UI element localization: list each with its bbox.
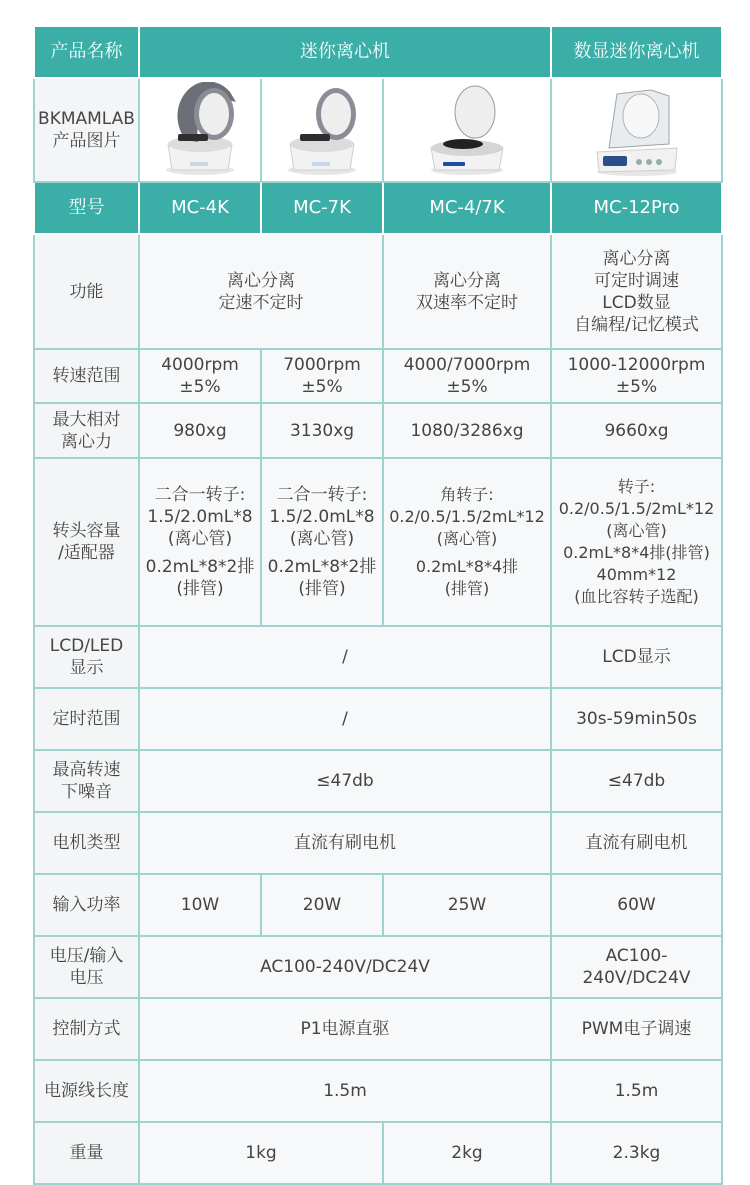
model-mc7k: MC-7K: [261, 182, 383, 234]
comparison-table: [33, 25, 723, 1185]
digital-centrifuge-header: 数显迷你离心机: [551, 26, 722, 78]
control-row: [34, 998, 722, 1060]
name-label: 产品名称: [34, 26, 139, 78]
speed-mc7k: 7000rpm ±5%: [261, 349, 383, 403]
rotor-mc7k: 二合一转子: 1.5/2.0mL*8 (离心管) 0.2mL*8*2排 (排管): [261, 458, 383, 626]
power-mc7k: 20W: [261, 874, 383, 936]
function-mini: 离心分离 定速不定时: [139, 234, 383, 349]
display-row: [34, 626, 722, 688]
rcf-mc4k: 980xg: [139, 403, 261, 458]
timer-pro: 30s-59min50s: [551, 688, 722, 750]
voltage-row: [34, 936, 722, 998]
rotor-mc12pro: 转子: 0.2/0.5/1.5/2mL*12 (离心管) 0.2mL*8*4排(排管) 40mm*12 (血比容转子选配): [551, 458, 722, 626]
control-mini: P1电源直驱: [139, 998, 551, 1060]
mini-centrifuge-header: 迷你离心机: [139, 26, 551, 78]
display-mini: /: [139, 626, 551, 688]
noise-row: [34, 750, 722, 812]
image-row: [34, 78, 722, 182]
rcf-mc47k: 1080/3286xg: [383, 403, 551, 458]
noise-pro: ≤47db: [551, 750, 722, 812]
rcf-row: [34, 403, 722, 458]
centrifuge-image: [419, 82, 515, 178]
speed-row: [34, 349, 722, 403]
display-label: LCD/LED 显示: [34, 626, 139, 688]
timer-mini: /: [139, 688, 551, 750]
weight-mc12pro: 2.3kg: [551, 1122, 722, 1184]
function-dual: 离心分离 双速率不定时: [383, 234, 551, 349]
cable-mini: 1.5m: [139, 1060, 551, 1122]
model-row: [34, 182, 722, 234]
cable-label: 电源线长度: [34, 1060, 139, 1122]
model-label: 型号: [34, 182, 139, 234]
model-mc47k: MC-4/7K: [383, 182, 551, 234]
timer-label: 定时范围: [34, 688, 139, 750]
noise-label: 最高转速 下噪音: [34, 750, 139, 812]
power-mc47k: 25W: [383, 874, 551, 936]
product-image-mc12pro: [551, 78, 722, 182]
rcf-mc12pro: 9660xg: [551, 403, 722, 458]
display-pro: LCD显示: [551, 626, 722, 688]
rcf-label: 最大相对 离心力: [34, 403, 139, 458]
voltage-pro: AC100- 240V/DC24V: [551, 936, 722, 998]
cable-row: [34, 1060, 722, 1122]
model-mc4k: MC-4K: [139, 182, 261, 234]
weight-label: 重量: [34, 1122, 139, 1184]
rotor-label: 转头容量 /适配器: [34, 458, 139, 626]
power-mc4k: 10W: [139, 874, 261, 936]
product-image-mc47k: [383, 78, 551, 182]
cable-pro: 1.5m: [551, 1060, 722, 1122]
motor-mini: 直流有刷电机: [139, 812, 551, 874]
noise-mini: ≤47db: [139, 750, 551, 812]
centrifuge-image: [274, 82, 370, 178]
model-mc12pro: MC-12Pro: [551, 182, 722, 234]
rotor-mc47k: 角转子: 0.2/0.5/1.5/2mL*12 (离心管) 0.2mL*8*4排 (排管): [383, 458, 551, 626]
power-label: 输入功率: [34, 874, 139, 936]
speed-mc47k: 4000/7000rpm ±5%: [383, 349, 551, 403]
centrifuge-image: [589, 82, 685, 178]
power-mc12pro: 60W: [551, 874, 722, 936]
speed-label: 转速范围: [34, 349, 139, 403]
speed-mc12pro: 1000-12000rpm ±5%: [551, 349, 722, 403]
function-label: 功能: [34, 234, 139, 349]
control-label: 控制方式: [34, 998, 139, 1060]
power-row: [34, 874, 722, 936]
rcf-mc7k: 3130xg: [261, 403, 383, 458]
voltage-mini: AC100-240V/DC24V: [139, 936, 551, 998]
product-image-mc4k: [139, 78, 261, 182]
weight-row: [34, 1122, 722, 1184]
centrifuge-image: [152, 82, 248, 178]
product-image-mc7k: [261, 78, 383, 182]
control-pro: PWM电子调速: [551, 998, 722, 1060]
header-row: [34, 26, 722, 78]
rotor-row: [34, 458, 722, 626]
image-row-label: BKMAMLAB 产品图片: [34, 78, 139, 182]
timer-row: [34, 688, 722, 750]
weight-mini: 1kg: [139, 1122, 383, 1184]
motor-row: [34, 812, 722, 874]
speed-mc4k: 4000rpm ±5%: [139, 349, 261, 403]
function-pro: 离心分离 可定时调速 LCD数显 自编程/记忆模式: [551, 234, 722, 349]
weight-mc47k: 2kg: [383, 1122, 551, 1184]
rotor-mc4k: 二合一转子: 1.5/2.0mL*8 (离心管) 0.2mL*8*2排 (排管): [139, 458, 261, 626]
motor-pro: 直流有刷电机: [551, 812, 722, 874]
motor-label: 电机类型: [34, 812, 139, 874]
function-row: [34, 234, 722, 349]
voltage-label: 电压/输入 电压: [34, 936, 139, 998]
